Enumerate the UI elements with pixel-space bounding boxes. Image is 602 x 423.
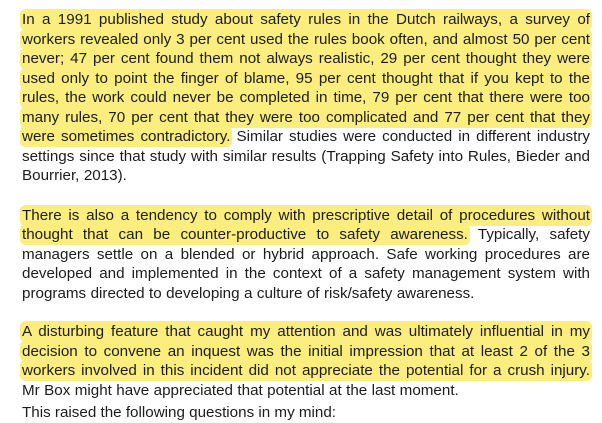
plain-text: Similar studies were conducted in different industry settings since that study with similar results (Trapping Safety into Rules, Bieder and Bourrier, 2013). [22,128,590,184]
paragraph-prescriptive-detail [22,206,590,304]
paragraph-dutch-railways-study [22,10,590,186]
document-body [22,10,590,400]
highlighted-text: There is also a tendency to comply with prescriptive detail of procedures without thought that can be counter-productive to safety awareness. [22,206,590,243]
plain-text: Mr Box might have appreciated that potential at the last moment. [22,381,459,399]
cut-off-line: This raised the following questions in my mind: [22,404,337,421]
plain-text: Typically, safety managers settle on a blended or hybrid approach. Safe working procedures are developed and implemented in the context of a safety management system with programs directed to developing a culture of risk/safety awareness. [22,226,590,302]
paragraph-disturbing-feature [22,322,590,400]
highlighted-text: In a 1991 published study about safety rules in the Dutch railways, a survey of workers revealed only 3 per cent used the rules book often, and almost 50 per cent never; 47 per cent found them not always realistic, 29 per cent thought they were used only to point the finger of blame, 95 per cent thought that if you kept to the rules, the work could never be completed in time, 79 per cent that there were too many rules, 70 per cent that they were too complicated and 77 per cent that they were sometimes contradictory. [22,11,590,145]
highlighted-text: A disturbing feature that caught my attention and was ultimately influential in my decision to convene an inquest was the initial impression that at least 2 of the 3 workers involved in this incident did not appreciate the potential for a crush injury. [22,323,590,379]
